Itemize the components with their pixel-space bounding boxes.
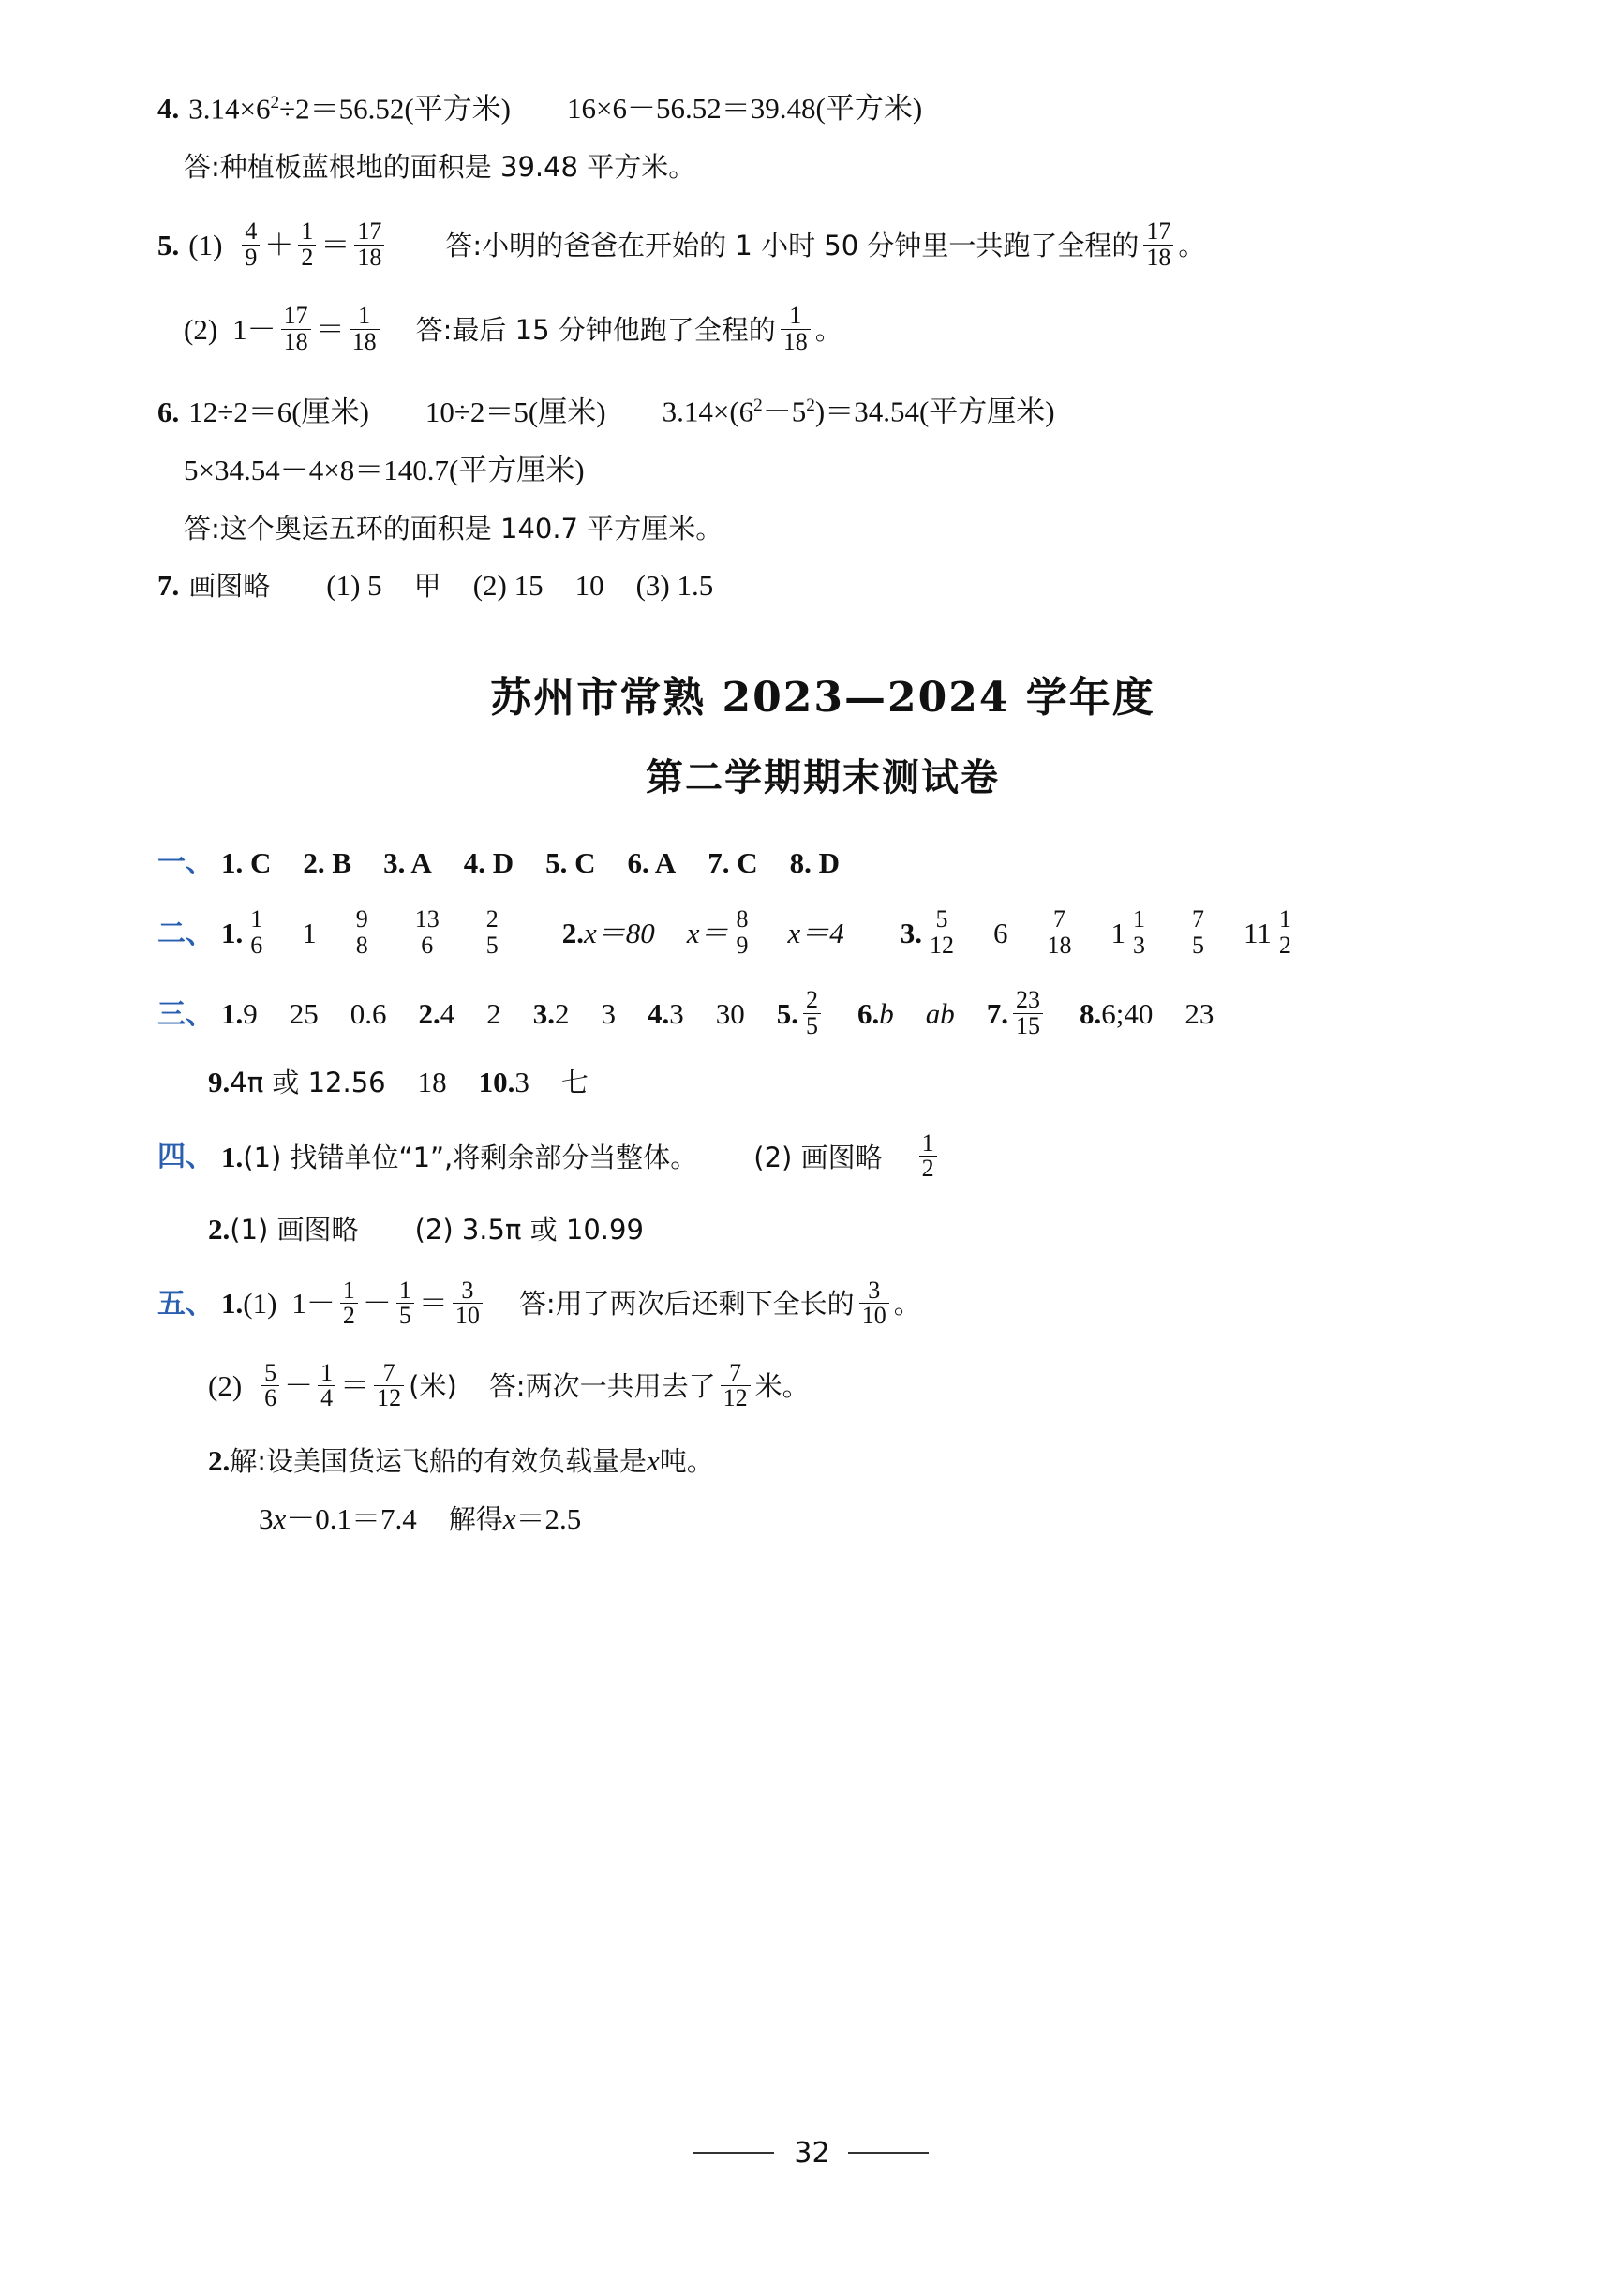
section-1: [157, 845, 1488, 880]
s2-num-1: 1.: [221, 917, 244, 950]
section-4-item-2: 2. (1) 画图略 (2) 3.5π 或 10.99: [208, 1212, 644, 1246]
fraction: $\frac{1}{2}$: [298, 219, 316, 270]
s2-num-2: 2.: [561, 917, 584, 950]
fraction: $\frac{4}{9}$: [242, 219, 260, 270]
fraction: $\frac{1}{18}$: [781, 304, 811, 354]
s1-item: 4. D: [463, 845, 514, 879]
fraction: $\frac{7}{12}$: [721, 1361, 751, 1411]
fraction: $\frac{1}{5}$: [396, 1278, 414, 1329]
fraction: $\frac{8}{9}$: [734, 907, 752, 958]
fraction: $\frac{5}{12}$: [927, 907, 957, 958]
section-label-3: 三、: [157, 997, 214, 1031]
answer-item-5: 5. (1) $\frac{4}{9}$ ＋ $\frac{1}{2}$ ＝ $\frac{17}{18}$ 答:小明的爸爸在开始的 1 小时 50 分钟里一共跑了全程的 $\frac{17}{18}$ 。: [157, 217, 1206, 271]
answer-item-4: [157, 94, 1488, 125]
section-label-2: 二、: [157, 917, 214, 950]
fraction: $\frac{7}{18}$: [1045, 907, 1075, 958]
s1-item: 2. B: [303, 845, 352, 879]
s1-item: 3. A: [383, 845, 432, 879]
item6-expr3: $3.14\times(6^2-5^2)=34.54$(平方厘米): [662, 395, 1055, 428]
sub-label: (1): [188, 229, 223, 262]
fraction: $\frac{1}{2}$: [919, 1131, 937, 1182]
fraction: $\frac{2}{5}$: [484, 907, 501, 958]
s1-item: 5. C: [545, 845, 596, 879]
section-3-cont: 9. 4π 或 12.56 18 10. 3 七: [208, 1066, 589, 1099]
fraction: $\frac{17}{18}$: [354, 219, 384, 270]
section-label-5: 五、: [157, 1287, 214, 1321]
fraction: $\frac{5}{6}$: [261, 1361, 279, 1411]
s1-item: 1. C: [221, 845, 272, 879]
section-5-part2: (2) $\frac{5}{6}$ － $\frac{1}{4}$ ＝ $\frac{7}{12}$ (米) 答:两次一共用去了 $\frac{7}{12}$ 米。: [208, 1358, 810, 1412]
s1-item: 8. D: [789, 845, 841, 879]
item4-expr2: 16×6－56.52＝39.48(平方米): [567, 92, 923, 126]
item-number: 7.: [157, 569, 180, 603]
fraction: $\frac{3}{10}$: [859, 1278, 889, 1329]
fraction: $\frac{9}{8}$: [353, 907, 371, 958]
item4-expr1: $3.14\times 6^2\div 2=56.52$(平方米): [188, 92, 512, 126]
s1-item: 6. A: [627, 845, 677, 879]
fraction: $\frac{7}{5}$: [1189, 907, 1207, 958]
page-content: [157, 94, 1488, 1563]
section-5-item-2-eq: 3 x －0.1＝7.4 解得 x ＝2.5: [259, 1502, 582, 1536]
fraction: $\frac{23}{15}$: [1013, 988, 1043, 1038]
sub-label: (2): [184, 313, 218, 347]
fraction: $\frac{17}{18}$: [1143, 219, 1173, 270]
item-number: 6.: [157, 395, 180, 428]
fraction: $\frac{3}{10}$: [453, 1278, 483, 1329]
page-number: 32: [794, 2137, 830, 2170]
section-2: 二、 1. $\frac{1}{6}$ 1 $\frac{9}{8}$ $\frac{13}{6}$ $\frac{2}{5}$ 2. x＝80 x＝ $\frac{8}{9}$ x＝4 3. $\frac{5}{12}$ 6 $\frac{7}{18}$ 1 $\frac{1}{3}$ $\frac{7}{5}$ 11 $\frac{1}{2}$: [157, 908, 1488, 959]
fraction: $\frac{17}{18}$: [281, 304, 311, 354]
answer-item-6: 6. 12÷2＝6(厘米) 10÷2＝5(厘米) $3.14\times(6^2-5^2)=34.54$(平方厘米): [157, 395, 1055, 428]
section-4: 四、 1. (1) 找错单位“1”,将剩余部分当整体。 (2) 画图略 $\frac{1}{2}$: [157, 1132, 1488, 1183]
exam-title-line2: 第二学期期末测试卷: [646, 754, 1000, 799]
section-3: 三、 1. 9 25 0.6 2. 4 2 3. 2 3 4. 3 30 5. $\frac{2}{5}$ 6. b ab 7. $\frac{23}{15}$ 8. 6;40 23: [157, 986, 1214, 1039]
fraction: $\frac{1}{2}$: [340, 1278, 358, 1329]
exam-title-block: [157, 664, 1488, 801]
item-number: 5.: [157, 229, 180, 262]
fraction: $\frac{13}{6}$: [414, 905, 440, 959]
answer-item-6-answer: 答:这个奥运五环的面积是 140.7 平方厘米。: [184, 512, 723, 545]
section-label-4: 四、: [157, 1141, 214, 1174]
fraction: $\frac{2}{5}$: [803, 988, 821, 1038]
mixed-number: 11 $\frac{1}{2}$: [1244, 908, 1299, 959]
mixed-number: 1 $\frac{1}{3}$: [1111, 908, 1154, 959]
fraction: $\frac{1}{4}$: [318, 1361, 335, 1411]
answer-item-5-part2: (2) 1－ $\frac{17}{18}$ ＝ $\frac{1}{18}$ 答:最后 15 分钟他跑了全程的 $\frac{1}{18}$ 。: [184, 302, 842, 355]
fraction: $\frac{7}{12}$: [374, 1361, 404, 1411]
answer-item-7: 7. 画图略 (1) 5 甲 (2) 15 10 (3) 1.5: [157, 569, 714, 603]
section-5-item-2: 2. 解:设美国货运飞船的有效负载量是 x 吨。: [208, 1443, 714, 1477]
fraction: $\frac{1}{18}$: [350, 304, 380, 354]
item-number: 4.: [157, 92, 180, 126]
section-5: 五、 1. (1) 1－ $\frac{1}{2}$ － $\frac{1}{5}$ ＝ $\frac{3}{10}$ 答:用了两次后还剩下全长的 $\frac{3}{10}$ 。: [157, 1276, 921, 1330]
s1-item: 7. C: [708, 845, 758, 879]
answer-item-6-expr4: 5×34.54－4×8＝140.7(平方厘米): [184, 454, 585, 487]
answer-item-4-answer: 答:种植板蓝根地的面积是 39.48 平方米。: [184, 150, 696, 183]
fraction: $\frac{1}{6}$: [247, 907, 265, 958]
s2-num-3: 3.: [900, 917, 923, 950]
exam-title-line1: 苏州市常熟 2023—2024 学年度: [490, 673, 1155, 722]
section-label-1: 一、: [157, 846, 214, 880]
